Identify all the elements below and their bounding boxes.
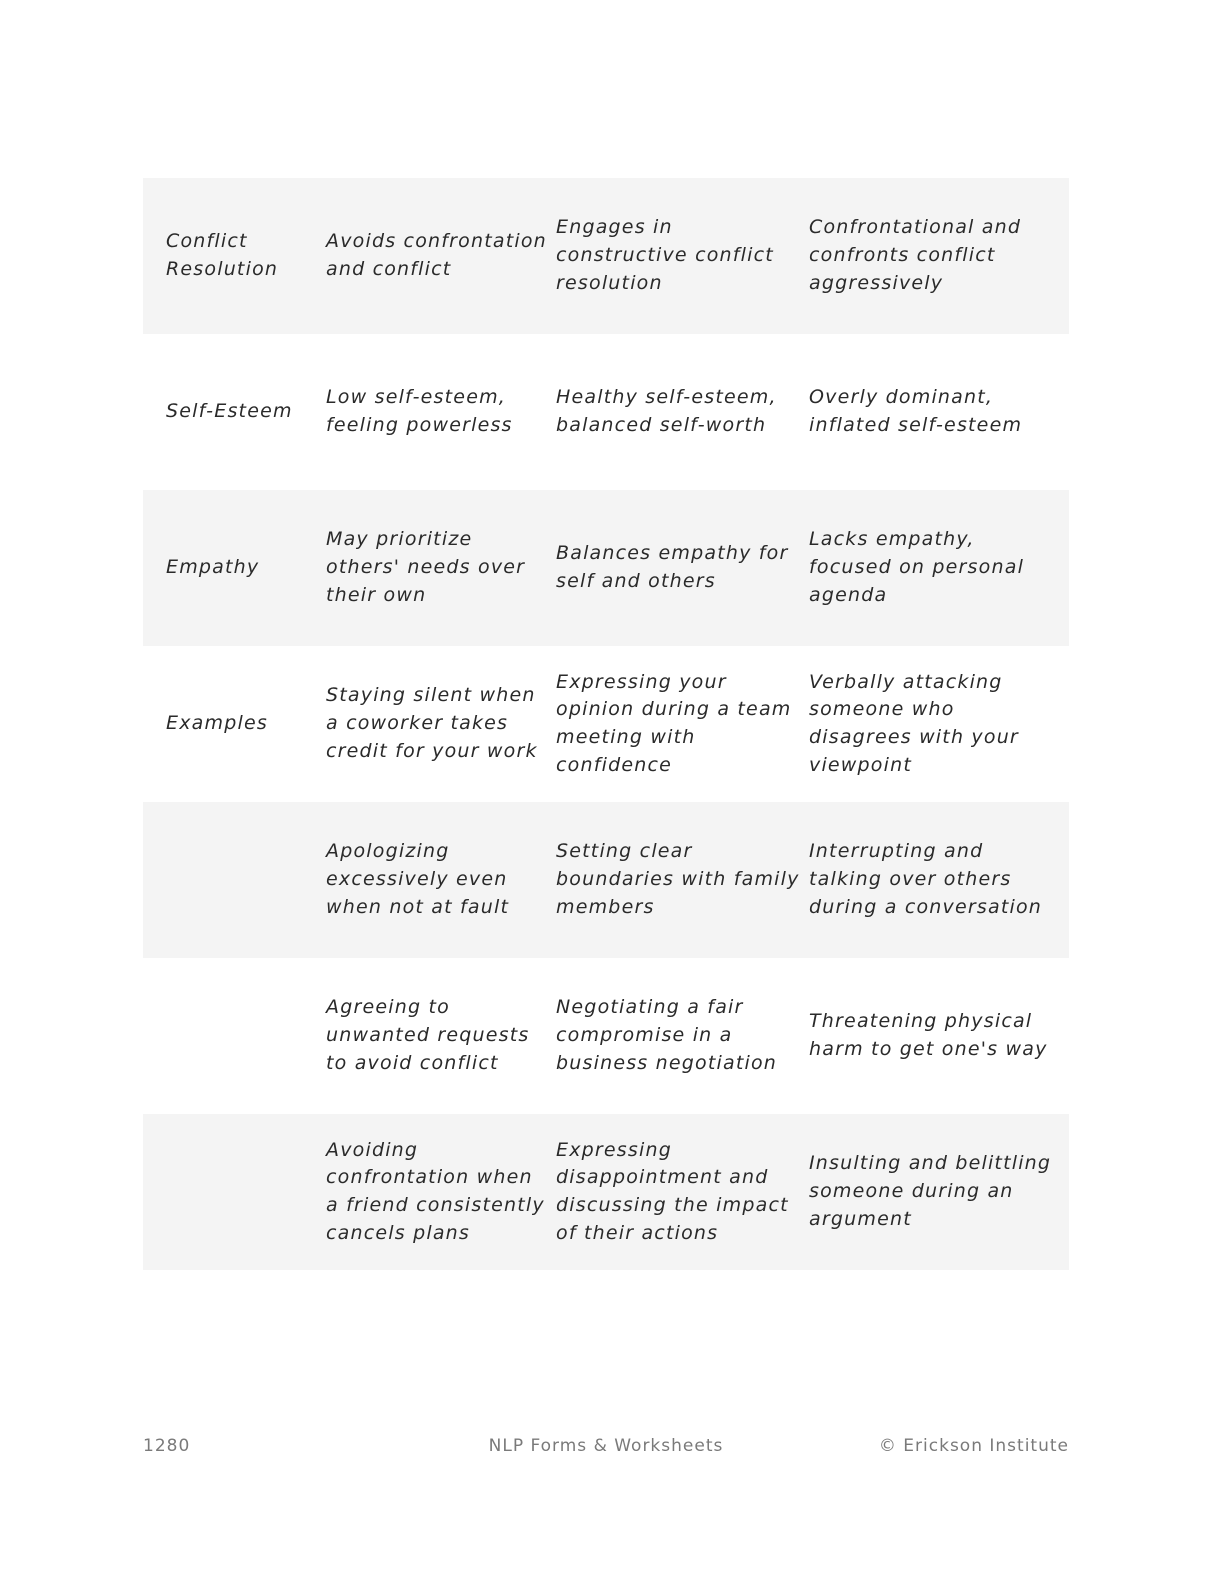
aggressive-cell: Verbally attacking someone who disagrees with your viewpoint bbox=[809, 670, 1019, 776]
row-label: Empathy bbox=[166, 556, 260, 579]
row-label: Self-Esteem bbox=[166, 400, 293, 423]
copyright: © Erickson Institute bbox=[878, 1436, 1069, 1456]
book-title: NLP Forms & Worksheets bbox=[488, 1436, 724, 1456]
passive-cell: Staying silent when a coworker takes credit for your work bbox=[326, 684, 538, 762]
aggressive-cell: Overly dominant, inflated self-esteem bbox=[809, 386, 1023, 436]
table-row bbox=[143, 334, 1069, 490]
table-row bbox=[143, 490, 1069, 646]
assertive-cell: Expressing disappointment and discussing the impact of their actions bbox=[556, 1138, 789, 1244]
passive-cell: Avoiding confrontation when a friend consistently cancels plans bbox=[326, 1138, 545, 1244]
assertive-cell: Negotiating a fair compromise in a business negotiation bbox=[556, 996, 778, 1074]
table-row bbox=[143, 646, 1069, 802]
aggressive-cell: Interrupting and talking over others during a conversation bbox=[809, 840, 1043, 918]
row-label: Conflict Resolution bbox=[166, 230, 279, 280]
assertive-cell: Expressing your opinion during a team meeting with confidence bbox=[556, 670, 792, 776]
comparison-table bbox=[143, 178, 1069, 1270]
table-row bbox=[143, 1114, 1069, 1270]
page-number: 1280 bbox=[143, 1436, 191, 1456]
passive-cell: Low self-esteem, feeling powerless bbox=[326, 386, 513, 436]
aggressive-cell: Confrontational and confronts conflict aggressively bbox=[809, 216, 1022, 294]
passive-cell: Avoids confrontation and conflict bbox=[326, 230, 547, 280]
assertive-cell: Setting clear boundaries with family members bbox=[556, 840, 800, 918]
passive-cell: May prioritize others' needs over their own bbox=[326, 528, 526, 606]
table-row bbox=[143, 958, 1069, 1114]
assertive-cell: Engages in constructive conflict resolution bbox=[556, 216, 774, 294]
row-label: Examples bbox=[166, 712, 268, 735]
table-row bbox=[143, 802, 1069, 958]
assertive-cell: Balances empathy for self and others bbox=[556, 542, 789, 592]
aggressive-cell: Insulting and belittling someone during an argument bbox=[809, 1152, 1052, 1230]
aggressive-cell: Lacks empathy, focused on personal agenda bbox=[809, 528, 1025, 606]
assertive-cell: Healthy self-esteem, balanced self-worth bbox=[556, 386, 777, 436]
page-footer bbox=[143, 1436, 1069, 1460]
passive-cell: Apologizing excessively even when not at fault bbox=[326, 840, 510, 918]
aggressive-cell: Threatening physical harm to get one's way bbox=[809, 1010, 1048, 1060]
passive-cell: Agreeing to unwanted requests to avoid conflict bbox=[326, 996, 530, 1074]
table-row bbox=[143, 178, 1069, 334]
